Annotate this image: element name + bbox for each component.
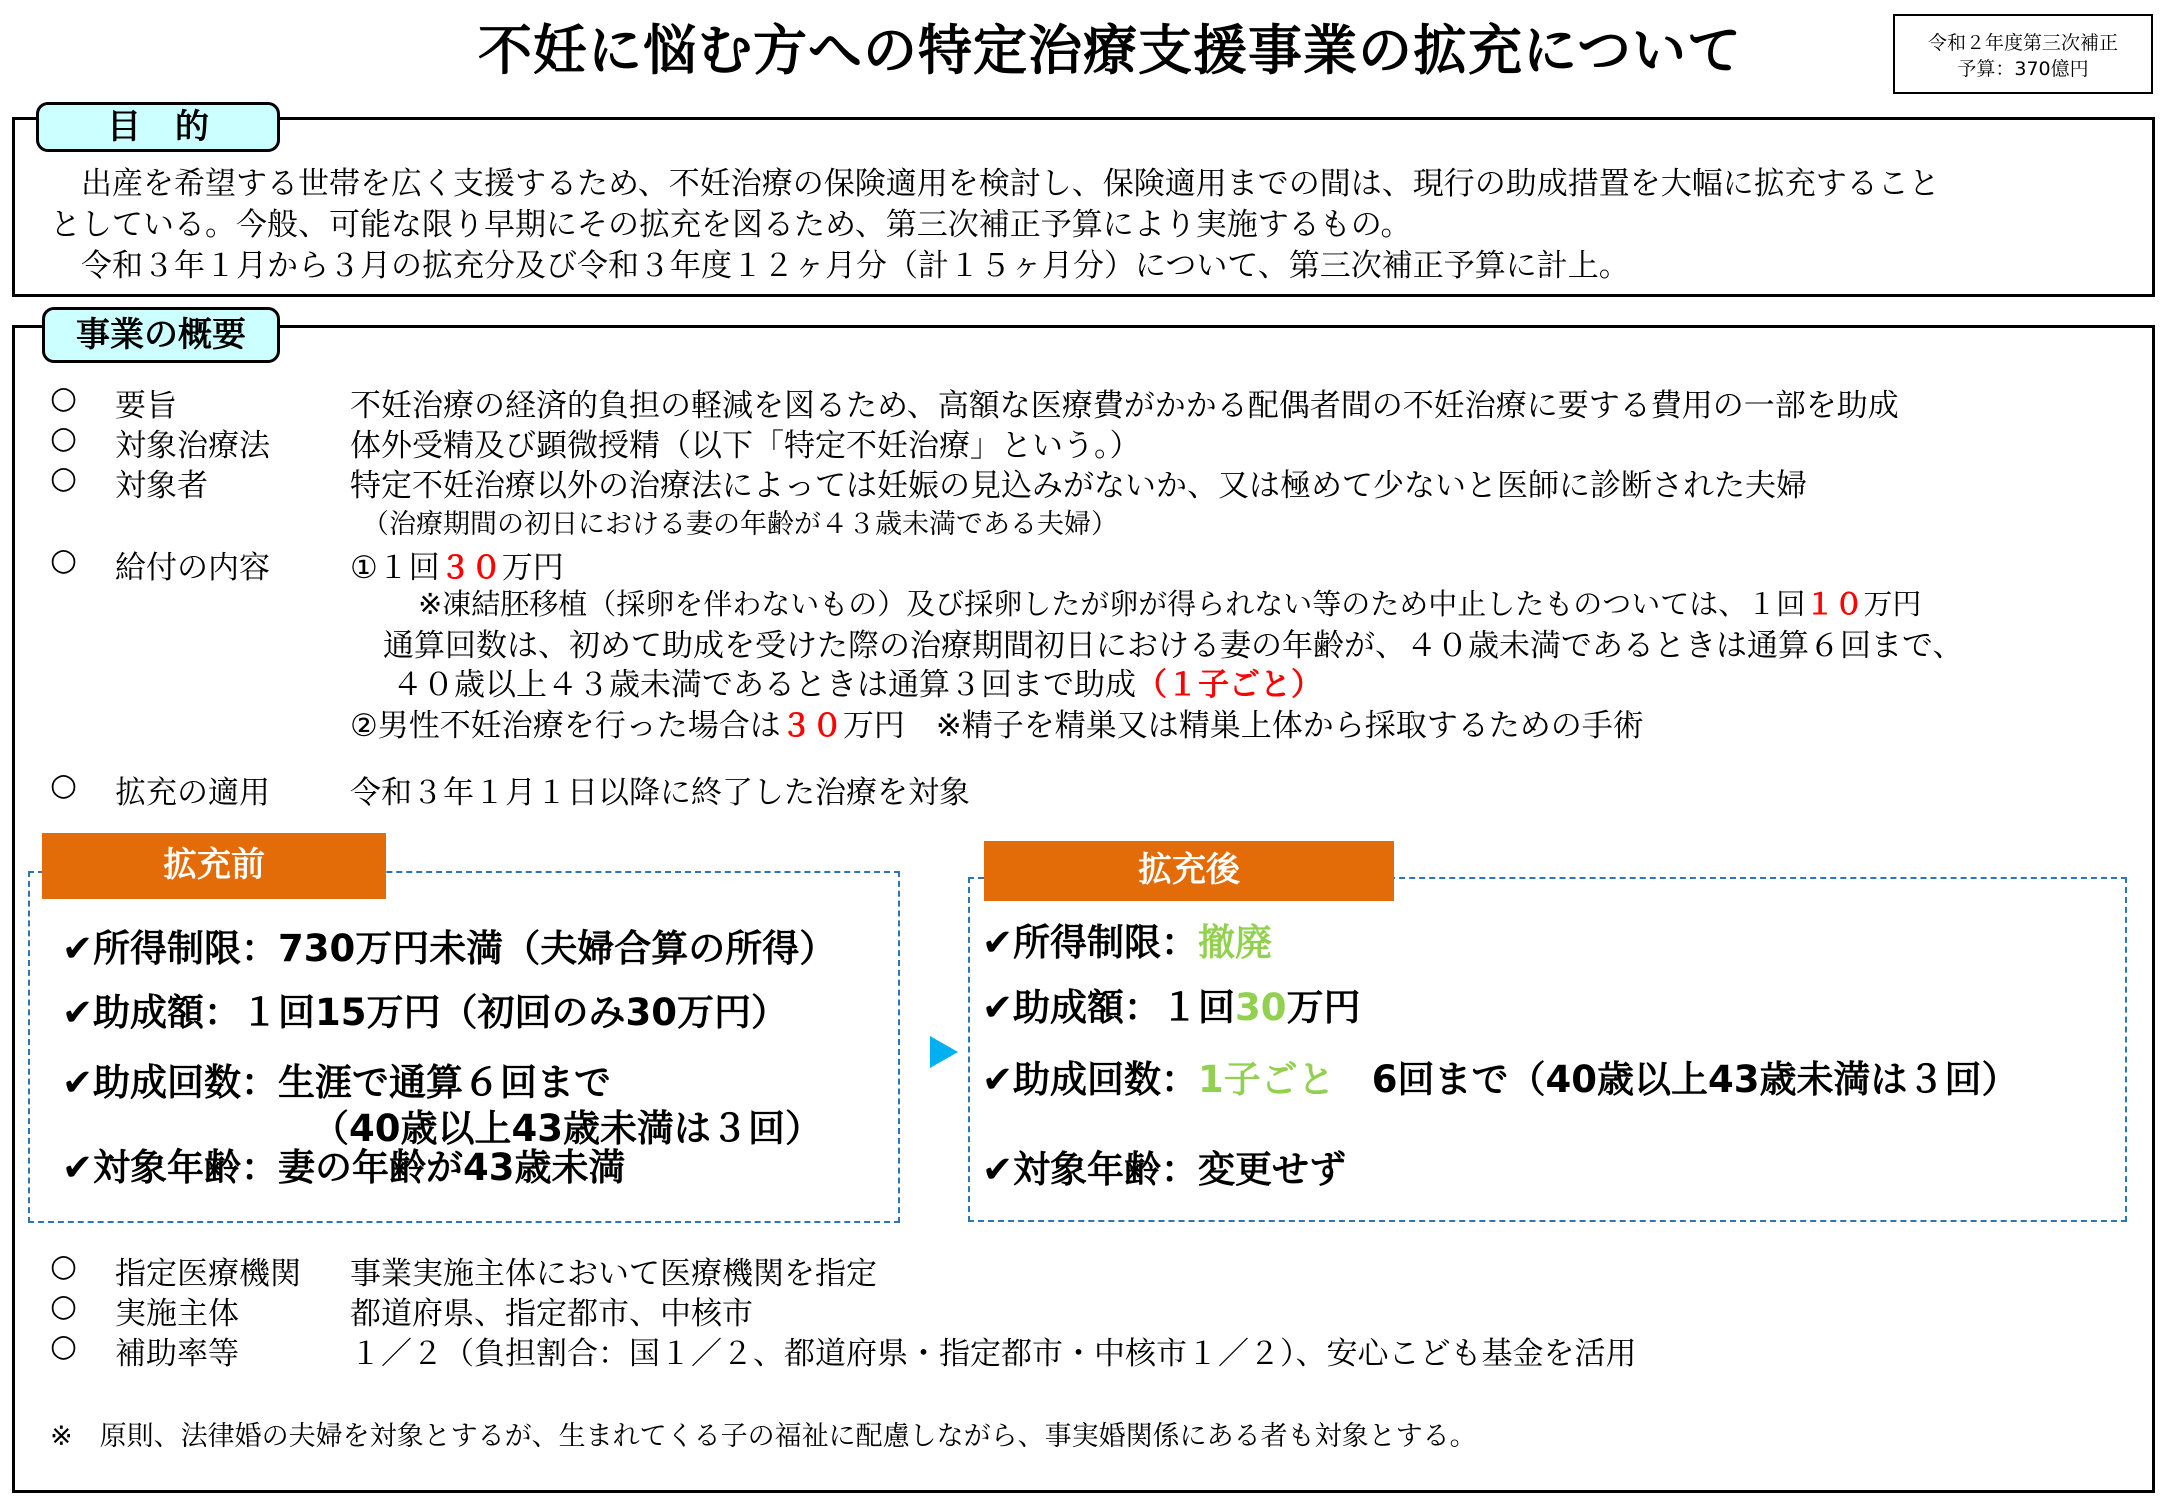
after-count-value: 6回まで（40歳以上43歳未満は３回） [1334,1058,2019,1101]
benefit-line2-pre: ※凍結胚移植（採卵を伴わないもの）及び採卵したが卵が得られない等のため中止したものついては、１回 [418,587,1806,621]
footnote: ※ 原則、法律婚の夫婦を対象とするが、生まれてくる子の福祉に配慮しながら、事実婚関係にある者も対象とする。 [50,1421,1477,1452]
benefit-line1-amount: ３０ [439,550,502,586]
benefit-line5-pre: ②男性不妊治療を行った場合は [350,708,781,744]
item-label-treatment: 対象治療法 [115,428,270,464]
bullet-icon: ○ [50,420,78,456]
before-age: ✔対象年齢：妻の年齢が43歳未満 [62,1146,626,1189]
item-label-target: 対象者 [115,468,208,504]
bullet-icon: ○ [50,1288,78,1324]
before-income-limit: ✔所得制限：730万円未満（夫婦合算の所得） [62,927,837,970]
before-count: ✔助成回数：生涯で通算６回まで [62,1061,612,1104]
after-count [982,1049,2019,1103]
after-income-limit-label: ✔所得制限： [982,921,1199,964]
overview-heading: 事業の概要 [42,307,280,363]
after-amount-label: ✔助成額：１回 [982,986,1236,1029]
item-text-institution: 事業実施主体において医療機関を指定 [350,1256,877,1292]
after-count-label: ✔助成回数： [982,1058,1199,1101]
item-label-benefit: 給付の内容 [115,550,270,586]
item-text-treatment: 体外受精及び顕微授精（以下「特定不妊治療」という。） [350,428,1141,464]
item-label-implementer: 実施主体 [115,1296,239,1332]
purpose-line2: としている。今般、可能な限り早期にその拡充を図るため、第三次補正予算により実施するもの。 [50,207,1412,243]
benefit-line1-post: 万円 [501,550,564,586]
benefit-line5-post: 万円 ※精子を精巣又は精巣上体から採取するための手術 [842,708,1644,744]
benefit-line1 [350,542,564,587]
before-amount: ✔助成額：１回15万円（初回のみ30万円） [62,991,788,1034]
benefit-line2-post: 万円 [1863,587,1922,621]
benefit-line4-per-child: （１子ごと） [1136,667,1322,703]
page-title: 不妊に悩む方への特定治療支援事業の拡充について [478,19,1742,82]
purpose-line3: 令和３年１月から３月の拡充分及び令和３年度１２ヶ月分（計１５ヶ月分）について、第三次補正予算に計上。 [50,248,1630,284]
budget-line1: 令和２年度第三次補正 [1927,32,2118,54]
after-age: ✔対象年齢：変更せず [982,1148,1347,1191]
item-label-apply: 拡充の適用 [115,775,270,811]
benefit-line3: 通算回数は、初めて助成を受けた際の治療期間初日における妻の年齢が、４０歳未満であるときは通算６回まで、 [383,628,1964,664]
budget-box [1893,14,2153,94]
after-amount [982,977,1361,1031]
after-count-per-child: 1子ごと [1198,1058,1335,1101]
benefit-line2 [418,582,1921,623]
bullet-icon: ○ [50,767,78,803]
after-amount-unit: 万円 [1286,986,1361,1029]
item-text-apply: 令和３年１月１日以降に終了した治療を対象 [350,775,970,811]
item-text-target: 特定不妊治療以外の治療法によっては妊娠の見込みがないか、又は極めて少ないと医師に診断された夫婦 [350,468,1807,504]
bullet-icon: ○ [50,1248,78,1284]
benefit-line5 [350,700,1644,745]
benefit-line4 [392,659,1322,704]
benefit-line2-amount: １０ [1805,587,1864,621]
after-header: 拡充後 [984,841,1394,901]
item-text-subsidy-rate: １／２（負担割合：国１／２、都道府県・指定都市・中核市１／２）、安心こども基金を活用 [350,1336,1637,1372]
budget-line2: 予算：370億円 [1957,58,2089,80]
item-text-implementer: 都道府県、指定都市、中核市 [350,1296,753,1332]
item-text-summary: 不妊治療の経済的負担の軽減を図るため、高額な医療費がかかる配偶者間の不妊治療に要する費用の一部を助成 [350,388,1899,424]
purpose-heading: 目 的 [36,102,280,152]
item-label-institution: 指定医療機関 [115,1256,301,1292]
benefit-line1-pre: ①１回 [350,550,440,586]
arrow-right-icon [930,1036,958,1068]
item-label-summary: 要旨 [115,388,177,424]
item-label-subsidy-rate: 補助率等 [115,1336,239,1372]
before-count-note: （40歳以上43歳未満は３回） [312,1107,822,1150]
bullet-icon: ○ [50,460,78,496]
bullet-icon: ○ [50,542,78,578]
item-sub-target: （治療期間の初日における妻の年齢が４３歳未満である夫婦） [362,509,1118,540]
bullet-icon: ○ [50,380,78,416]
benefit-line4-pre: ４０歳以上４３歳未満であるときは通算３回まで助成 [392,667,1136,703]
bullet-icon: ○ [50,1328,78,1364]
before-header: 拡充前 [42,833,386,899]
after-income-limit [982,912,1272,966]
purpose-line1: 出産を希望する世帯を広く支援するため、不妊治療の保険適用を検討し、保険適用までの間は、現行の助成措置を大幅に拡充すること [50,166,1940,202]
benefit-line5-amount: ３０ [780,708,843,744]
after-amount-value: 30 [1235,986,1287,1029]
after-income-limit-value: 撤廃 [1198,921,1273,964]
